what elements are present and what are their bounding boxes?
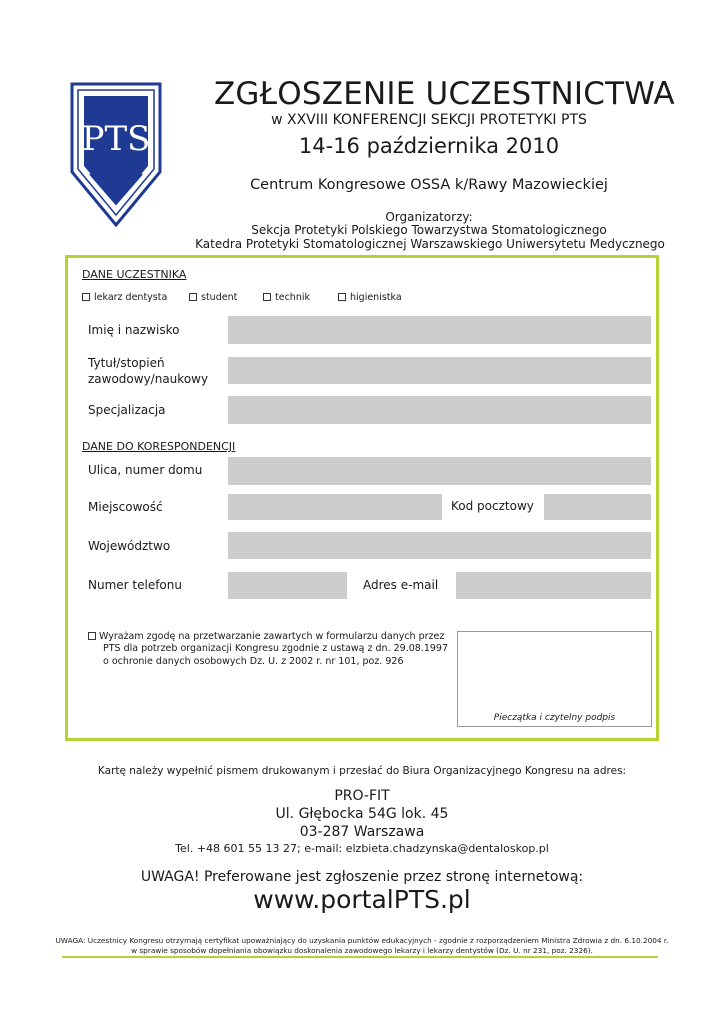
address-company: PRO-FIT xyxy=(334,788,390,804)
fine-print-line1: UWAGA: Uczestnicy Kongresu otrzymają certyfikat upoważniający do uzyskania punktów edukacyjnych - zgodnie z rozporządzeniem Ministra Zdrowia z dn. 6.10.2004 r. xyxy=(55,936,669,945)
city-label: Miejscowość xyxy=(88,500,163,514)
logo-text: PTS xyxy=(81,119,151,159)
organizer-2: Katedra Protetyki Stomatologicznej Warszawskiego Uniwersytetu Medycznego xyxy=(195,237,665,251)
email-field[interactable] xyxy=(456,572,651,599)
footer-divider xyxy=(62,956,658,958)
page-title: ZGŁOSZENIE UCZESTNICTWA xyxy=(214,76,675,112)
checkbox-box[interactable] xyxy=(338,293,346,301)
region-label: Województwo xyxy=(88,539,171,553)
checkbox-student[interactable]: student xyxy=(189,292,237,303)
website-notice: UWAGA! Preferowane jest zgłoszenie przez stronę internetową: xyxy=(140,869,584,885)
checkbox-technician[interactable]: technik xyxy=(263,292,310,303)
conference-dates: 14-16 października 2010 xyxy=(298,134,560,158)
checkbox-box[interactable] xyxy=(82,293,90,301)
phone-label: Numer telefonu xyxy=(88,578,182,592)
degree-field[interactable] xyxy=(228,357,651,384)
postal-code-field[interactable] xyxy=(544,494,651,520)
submission-instruction: Kartę należy wypełnić pismem drukowanym i przesłać do Biura Organizacyjnego Kongresu na adres: xyxy=(97,765,627,777)
checkbox-box[interactable] xyxy=(189,293,197,301)
specialization-field[interactable] xyxy=(228,396,651,424)
email-label: Adres e-mail xyxy=(363,578,439,592)
organizers-label: Organizatorzy: xyxy=(385,210,473,224)
postal-code-label: Kod pocztowy xyxy=(451,499,534,513)
participant-heading: DANE UCZESTNIKA xyxy=(82,268,187,281)
consent-checkbox[interactable]: Wyrażam zgodę na przetwarzanie zawartych w formularzu danych przez PTS dla potrzeb organizacji Kongresu zgodnie z ustawą z dn. 29.08.1997 o ochronie danych osobowych Dz. U. z 2002 r. nr 101, poz. 926 xyxy=(88,631,448,668)
conference-venue: Centrum Kongresowe OSSA k/Rawy Mazowieckiej xyxy=(250,177,608,193)
correspondence-heading: DANE DO KORESPONDENCJI xyxy=(82,440,236,453)
contact-info: Tel. +48 601 55 13 27; e-mail: elzbieta.chadzynska@dentaloskop.pl xyxy=(175,842,549,855)
address-city: 03-287 Warszawa xyxy=(299,824,425,840)
checkbox-dentist[interactable]: lekarz dentysta xyxy=(82,292,167,303)
address-street: Ul. Głębocka 54G lok. 45 xyxy=(275,806,449,822)
name-label: Imię i nazwisko xyxy=(88,323,180,337)
stamp-signature-label: Pieczątka i czytelny podpis xyxy=(493,713,616,723)
checkbox-box[interactable] xyxy=(88,632,96,640)
conference-subtitle: w XXVIII KONFERENCJI SEKCJI PROTETYKI PTS xyxy=(271,112,587,128)
degree-label-line1: Tytuł/stopień xyxy=(88,356,165,370)
street-field[interactable] xyxy=(228,457,651,485)
checkbox-hygienist[interactable]: higienistka xyxy=(338,292,402,303)
pts-logo xyxy=(70,82,162,227)
street-label: Ulica, numer domu xyxy=(88,463,203,477)
specialization-label: Specjalizacja xyxy=(88,403,166,417)
region-field[interactable] xyxy=(228,532,651,559)
checkbox-box[interactable] xyxy=(263,293,271,301)
fine-print-line2: w sprawie sposobów dopełniania obowiązku doskonalenia zawodowego lekarzy i lekarzy dentystów (Dz. U. nr 231, poz. 2326). xyxy=(131,946,593,955)
website-link[interactable]: www.portalPTS.pl xyxy=(253,885,471,914)
organizer-1: Sekcja Protetyki Polskiego Towarzystwa Stomatologicznego xyxy=(251,223,607,237)
city-field[interactable] xyxy=(228,494,442,520)
phone-field[interactable] xyxy=(228,572,347,599)
degree-label-line2: zawodowy/naukowy xyxy=(88,372,209,386)
name-field[interactable] xyxy=(228,316,651,344)
